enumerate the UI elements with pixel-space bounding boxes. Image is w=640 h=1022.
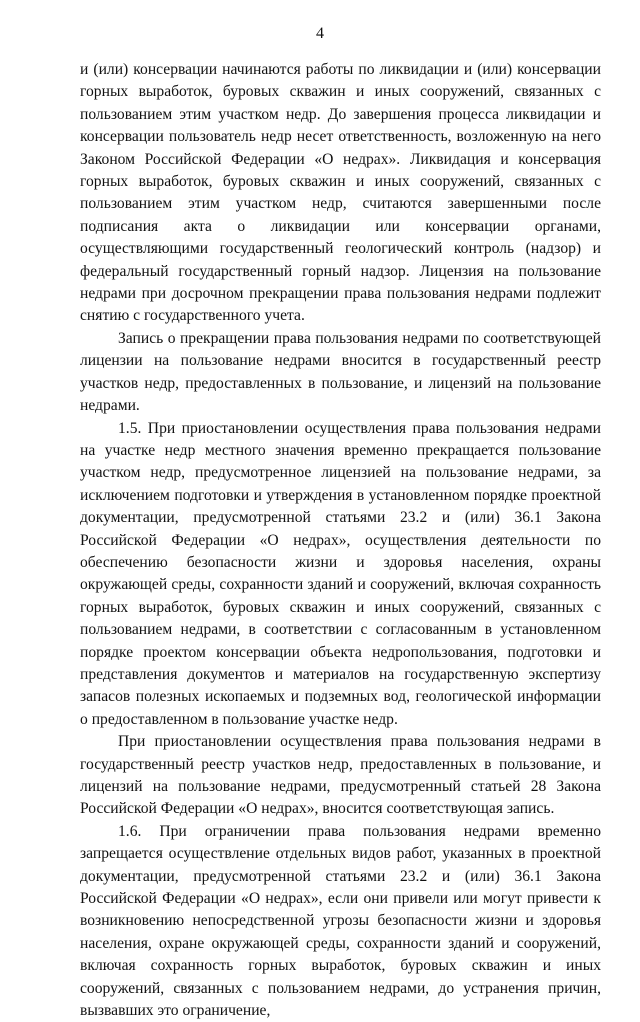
paragraph-termination-record: Запись о прекращении права пользования недрами по соответствующей лицензии на пользование недрами вносится в государственный реестр участков недр, предоставленных в пользование, и лицензий на пользование недрами. bbox=[80, 329, 601, 415]
document-body bbox=[80, 59, 601, 1022]
paragraph-suspension-record: При приостановлении осуществления права пользования недрами в государственный реестр участков недр, предоставленных в пользование, и лицензий на пользование недрами, предусмотренный статьей 28 Закона Российской Федерации «О недрах», вносится соответствующая запись. bbox=[80, 733, 601, 818]
paragraph-liquidation-conservation: и (или) консервации начинаются работы по ликвидации и (или) консервации горных выработок, буровых скважин и иных сооружений, связанных с пользованием этим участком недр. До завершения процесса ликвидации и консервации пользователь недр несет ответственность, возложенную на него Законом Российской Федерации «О недрах». Ликвидация и консервация горных выработок, буровых скважин и иных сооружений, связанных с пользованием этим участком недр, считаются завершенными после подписания акта о ликвидации или консервации органами, осуществляющими государственный геологический контроль (надзор) и федеральный государственный горный надзор. Лицензия на пользование недрами при досрочном прекращении права пользования недрами подлежит снятию с государственного учета. bbox=[80, 61, 601, 325]
page-number: 4 bbox=[316, 25, 324, 42]
paragraph-1-5-suspension: 1.5. При приостановлении осуществления права пользования недрами на участке недр местного значения временно прекращается пользование участком недр, предусмотренное лицензией на пользование недрами, за исключением подготовки и утверждения в установленном порядке проектной документации, предусмотренной статьями 23.2 и (или) 36.1 Закона Российской Федерации «О недрах», осуществления деятельности по обеспечению безопасности жизни и здоровья населения, охраны окружающей среды, сохранности зданий и сооружений, включая сохранность горных выработок, буровых скважин и иных сооружений, связанных с пользованием недрами, в соответствии с согласованным в установленном порядке проектом консервации объекта недропользования, подготовки и представления документов и материалов на государственную экспертизу запасов полезных ископаемых и подземных вод, геологической информации о предоставленном в пользование участке недр. bbox=[80, 419, 601, 728]
paragraph-1-6-restriction: 1.6. При ограничении права пользования недрами временно запрещается осуществление отдельных видов работ, указанных в проектной документации, предусмотренной статьями 23.2 и (или) 36.1 Закона Российской Федерации «О недрах», если они привели или могут привести к возникновению непосредственной угрозы безопасности жизни и здоровья населения, охране окружающей среды, сохранности зданий и сооружений, включая сохранность горных выработок, буровых скважин и иных сооружений, связанных с пользованием недрами, до устранения причин, вызвавших это ограничение, bbox=[80, 822, 601, 1020]
